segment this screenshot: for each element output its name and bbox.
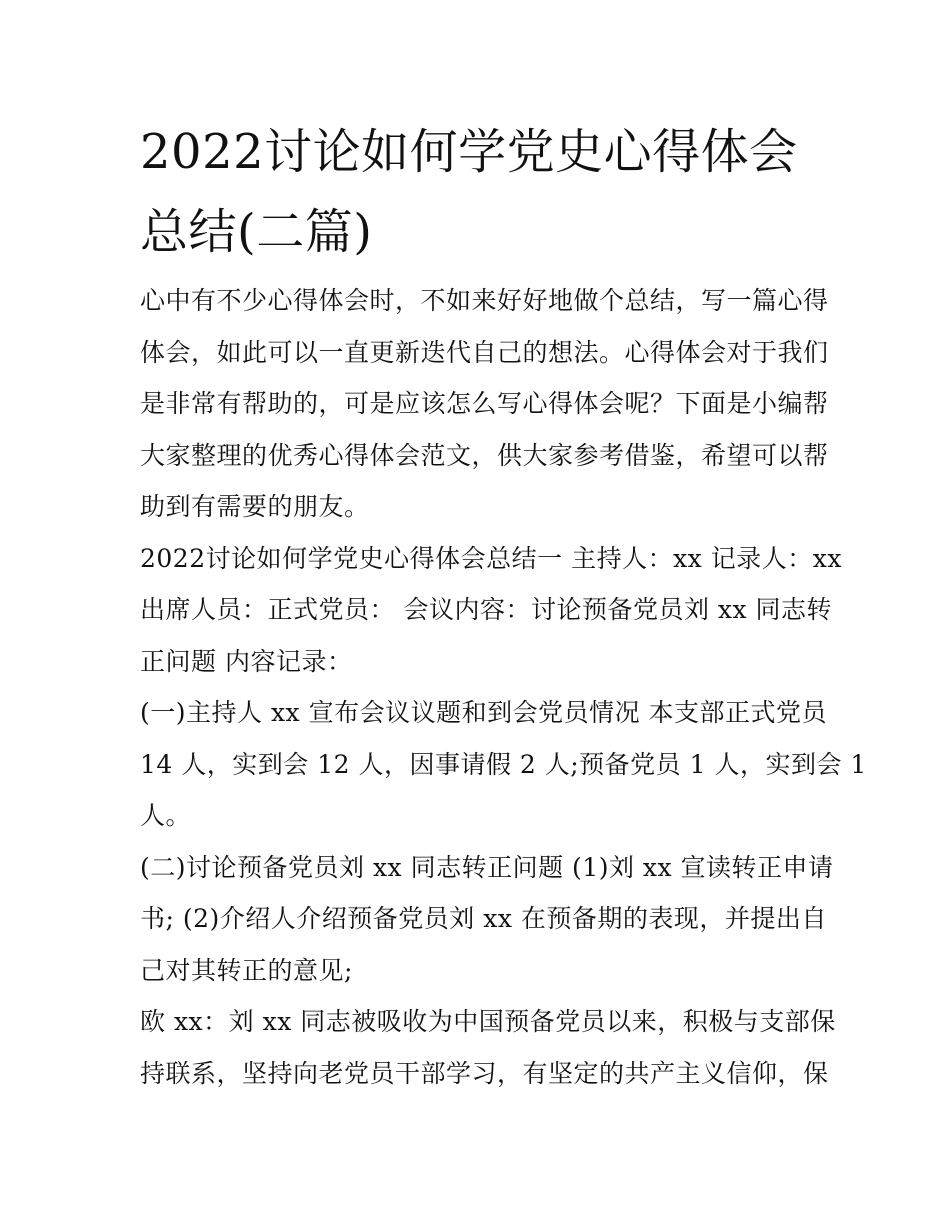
text-line: 体会，如此可以一直更新迭代自己的想法。心得体会对于我们 [140,337,829,367]
text-line: 14 人，实到会 12 人，因事请假 2 人;预备党员 1 人，实到会 1 [140,749,867,779]
text-line: 是非常有帮助的，可是应该怎么写心得体会呢？下面是小编帮 [140,389,829,418]
text-line: 大家整理的优秀心得体会范文，供大家参考借鉴，希望可以帮 [140,440,829,470]
text-line: 持联系，坚持向老党员干部学习，有坚定的共产主义信仰，保 [140,1058,829,1088]
text-line: 2022讨论如何学党史心得体会总结一 主持人：xx 记录人：xx [140,543,842,573]
text-line: (二)讨论预备党员刘 xx 同志转正问题 (1)刘 xx 宣读转正申请 [140,852,834,882]
document-body [140,280,867,1104]
section-two-paragraph [140,847,834,1002]
text-line: 心中有不少心得体会时，不如来好好地做个总结，写一篇心得 [140,286,829,315]
text-line: 助到有需要的朋友。 [140,492,370,521]
text-line: 书; (2)介绍人介绍预备党员刘 xx 在预备期的表现，并提出自 [140,904,827,933]
document-title [140,112,798,272]
text-line: 出席人员：正式党员： 会议内容：讨论预备党员刘 xx 同志转 [140,595,833,624]
intro-paragraph [140,280,830,538]
section-one-paragraph [140,692,867,847]
statement-paragraph [140,1001,836,1104]
text-line: 欧 xx：刘 xx 同志被吸收为中国预备党员以来，积极与支部保 [140,1007,836,1036]
text-line: 己对其转正的意见; [140,955,353,985]
text-line: 正问题 内容记录： [140,646,353,676]
meeting-info-paragraph [140,538,842,693]
text-line: 人。 [140,801,192,830]
title-line: 总结(二篇) [140,204,373,260]
title-line: 2022讨论如何学党史心得体会 [140,124,798,180]
text-line: (一)主持人 xx 宣布会议议题和到会党员情况 本支部正式党员 [140,698,828,727]
